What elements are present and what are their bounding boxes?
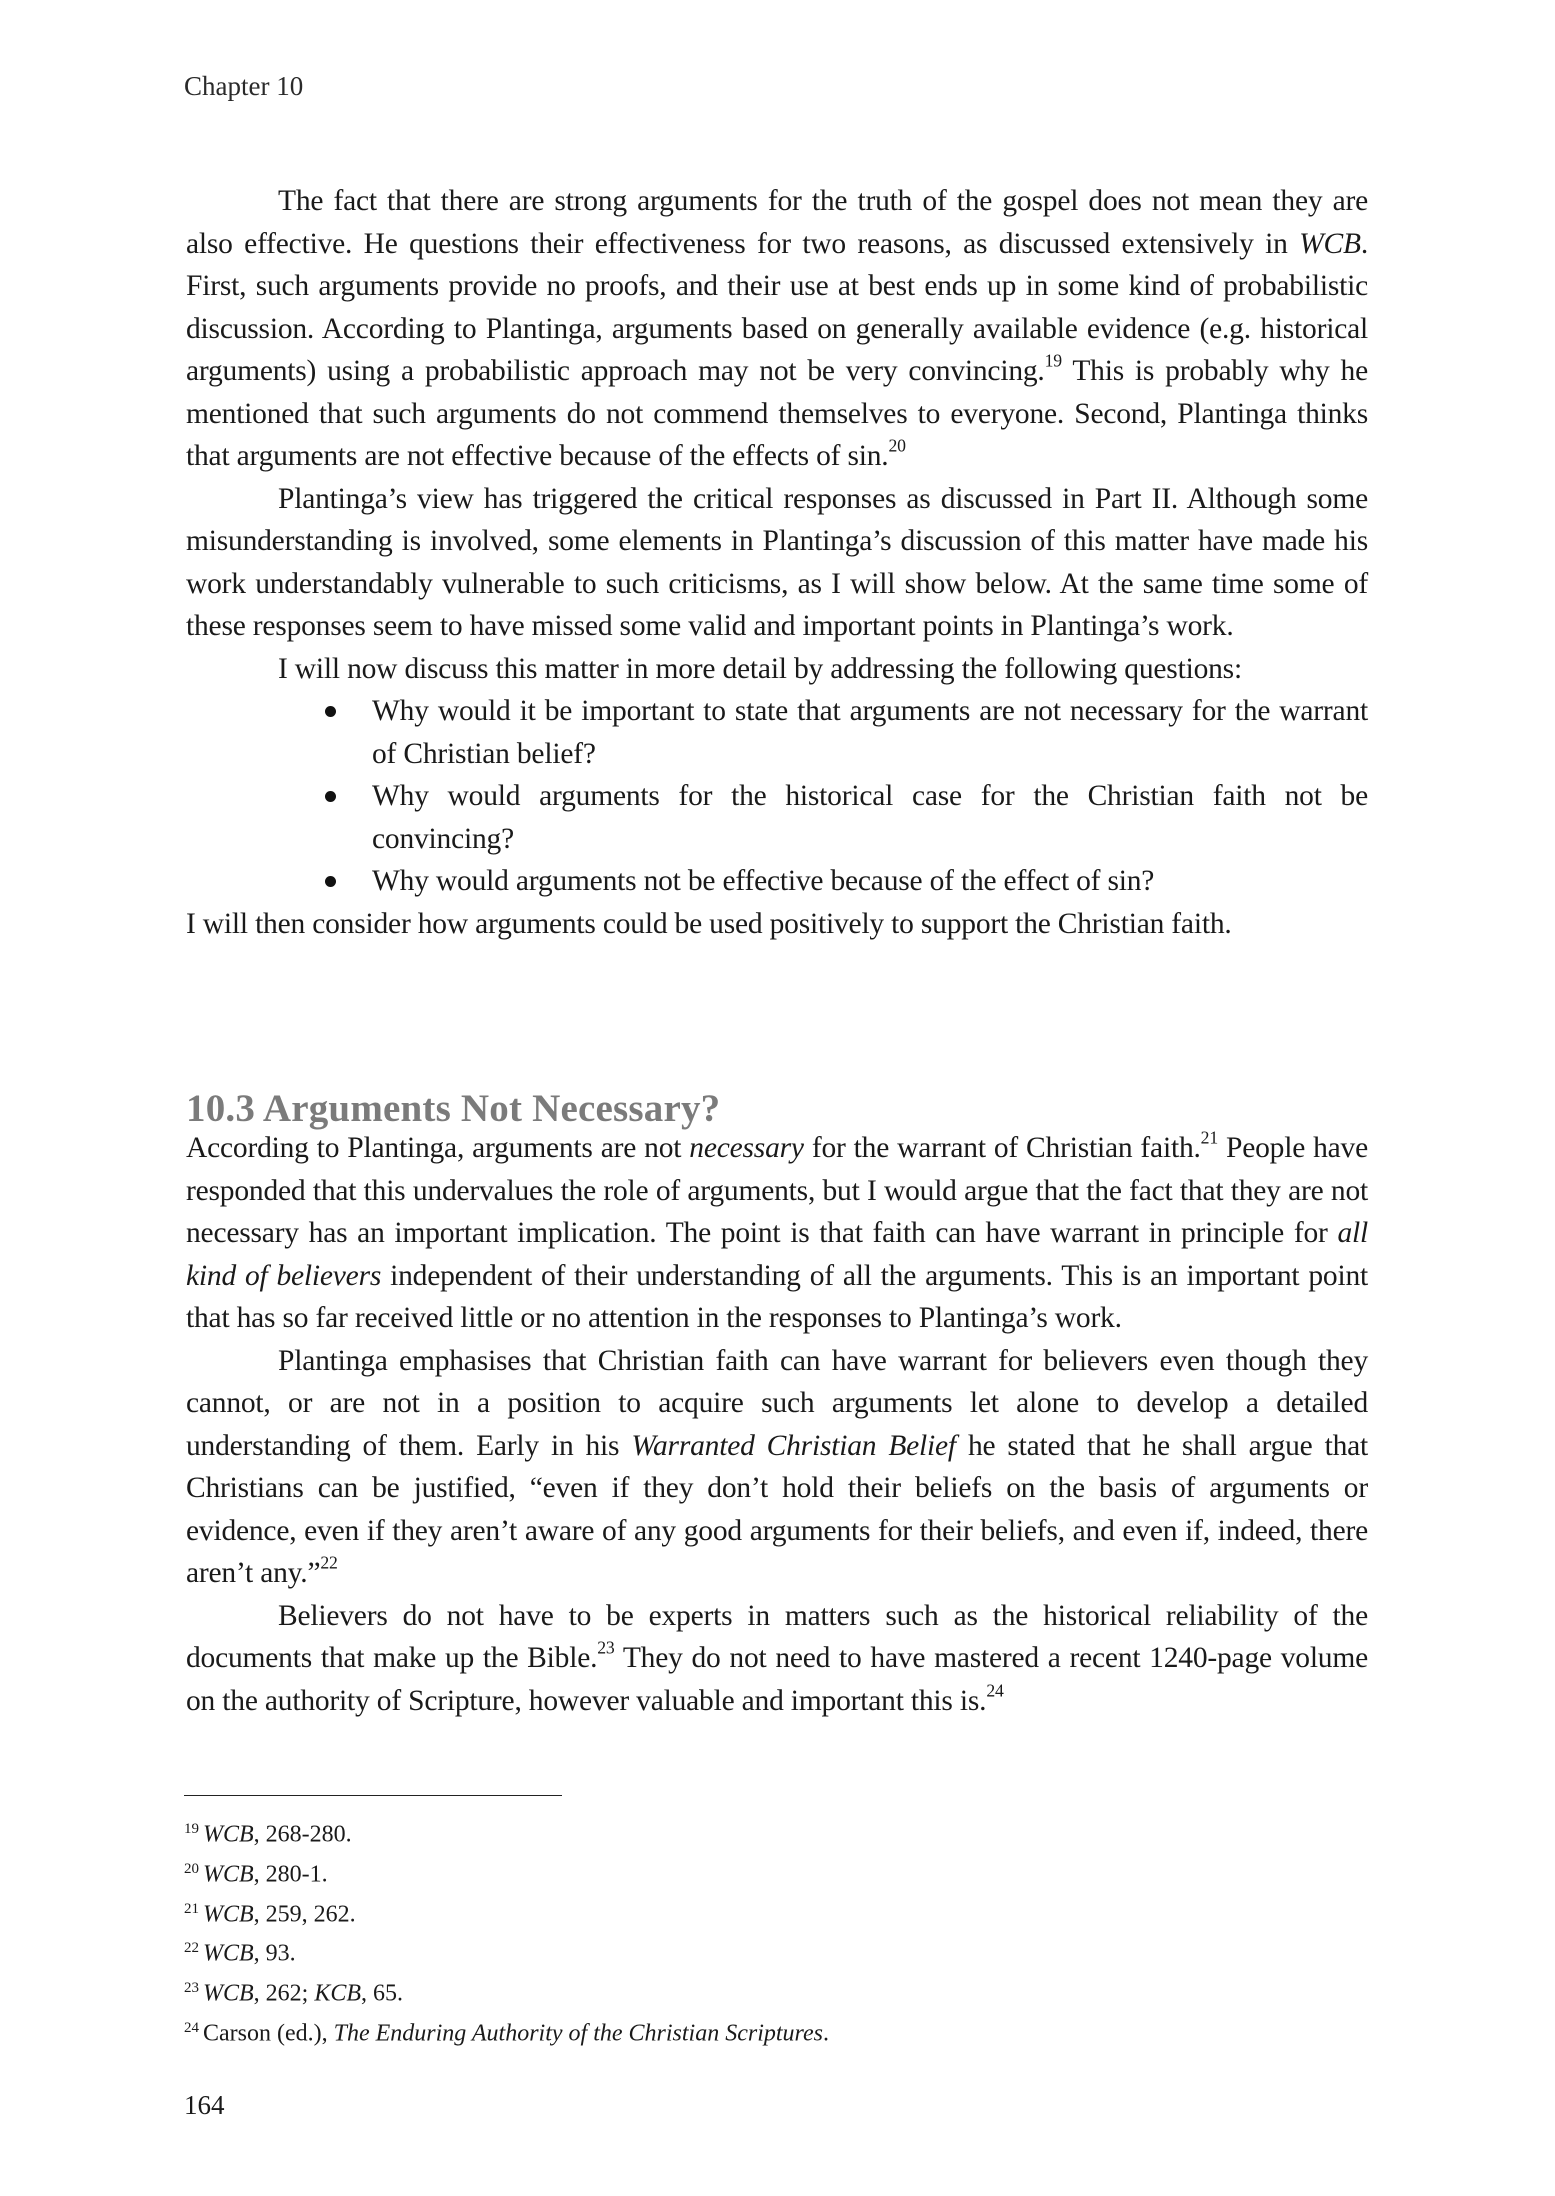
footnote-ref: 22 (320, 1552, 338, 1573)
text: , 268-280. (253, 1821, 352, 1848)
italic-text: WCB (203, 1940, 254, 1967)
footnote: $^{23}$ WCB, 262; KCB, 65. (184, 1980, 404, 2007)
footnote: $^{24}$ Carson (ed.), The Enduring Authority of the Christian Scriptures. (184, 2019, 829, 2046)
text: independent of their understanding of all the arguments. This is an important point that has so far received little or no attention in the responses to Plantinga’s work. (186, 1259, 1368, 1334)
text: I will now discuss this matter in more detail by addressing the following questions: (278, 652, 1242, 685)
italic-text: WCB (203, 1861, 254, 1887)
body-text-upper (186, 180, 1368, 945)
footnote: $^{19}$ WCB, 268-280. (184, 1821, 352, 1848)
list-item: Why would arguments not be effective because of the effect of sin? (186, 860, 1368, 903)
paragraph (186, 180, 1368, 478)
text: , 259, 262. (253, 1900, 356, 1927)
section-heading: 10.3 Arguments Not Necessary? (186, 1087, 721, 1130)
italic-text: WCB (203, 1821, 254, 1848)
page-number: 164 (184, 2090, 225, 2120)
italic-text: Warranted Christian Belief (631, 1429, 956, 1462)
footnote-ref: 19 (1044, 350, 1062, 371)
paragraph (186, 1127, 1368, 1340)
question-list (186, 690, 1368, 903)
footnote-ref: 21 (1200, 1127, 1218, 1148)
text: , 280-1. (253, 1861, 328, 1887)
text: . First, such arguments provide no proofs, and their use at best ends up in some kind of probabilistic discussion. According to Plantinga, arguments based on generally available evidence (e.g. historical arguments) using a probabilistic approach may not be very convincing. (186, 227, 1368, 387)
footnote-ref: 20 (888, 435, 906, 456)
italic-text: all kind of believers (186, 1217, 1368, 1292)
closing-sentence: I will then consider how arguments could be used positively to support the Christian faith. (186, 907, 1232, 940)
italic-text: The Enduring Authority of the Christian Scriptures (333, 2020, 823, 2046)
running-head: Chapter 10 (184, 71, 304, 101)
text: , 262; (253, 1980, 315, 2007)
bullet-icon (325, 706, 336, 717)
bullet-icon (325, 876, 336, 887)
text: They do not need to have mastered a recent 1240-page volume on the authority of Scripture, however valuable and important this is. (186, 1642, 1369, 1717)
paragraph (186, 1595, 1368, 1723)
footnote: $^{21}$ WCB, 259, 262. (184, 1900, 356, 1927)
italic-text: necessary (689, 1132, 804, 1164)
text: According to Plantinga, arguments are not (186, 1132, 690, 1164)
footnote-ref: 24 (986, 1680, 1004, 1701)
text: Carson (ed.), (203, 2020, 334, 2046)
text: , 65. (361, 1980, 404, 2007)
text: he stated that he shall argue that Christians can be justified, “even if they don’t hold their beliefs on the basis of arguments or evidence, even if they aren’t aware of any good arguments for their beliefs, and even if, indeed, there aren’t any.” (186, 1429, 1369, 1589)
italic-text: WCB (1299, 227, 1361, 260)
paragraph (186, 1340, 1368, 1595)
footnote-ref: 23 (597, 1637, 615, 1658)
text: . (822, 2020, 829, 2046)
list-item: Why would arguments for the historical case for the Christian faith not be convincing? (186, 775, 1368, 860)
text: The fact that there are strong arguments for the truth of the gospel does not mean they are also effective. He questions their effectiveness for two reasons, as discussed extensively in (186, 185, 1368, 260)
footnote-separator (184, 1795, 562, 1796)
list-item: Why would it be important to state that arguments are not necessary for the warrant of Christian belief? (186, 690, 1368, 775)
paragraph (186, 478, 1368, 648)
text: for the warrant of Christian faith. (803, 1132, 1201, 1164)
text: Believers do not have to be experts in matters such as the historical reliability of the documents that make up the Bible. (186, 1599, 1368, 1674)
italic-text: KCB (314, 1980, 362, 2007)
text: This is probably why he mentioned that such arguments do not commend themselves to everyone. Second, Plantinga thinks that arguments are not effective because of the effects of sin. (186, 355, 1368, 472)
text: , 93. (253, 1940, 296, 1967)
bullet-icon (325, 791, 336, 802)
footnotes (184, 1812, 1364, 2051)
footnote: $^{22}$ WCB, 93. (184, 1940, 296, 1967)
text: People have responded that this undervalues the role of arguments, but I would argue that the fact that they are not necessary has an important implication. The point is that faith can have warrant in principle for (186, 1132, 1369, 1249)
paragraph (186, 648, 1368, 691)
text: Plantinga emphasises that Christian faith can have warrant for believers even though they cannot, or are not in a position to acquire such arguments let alone to develop a detailed understanding of them. Early in his (186, 1344, 1368, 1462)
italic-text: WCB (203, 1980, 254, 2007)
body-text-lower (186, 1127, 1368, 1722)
footnote: $^{20}$ WCB, 280-1. (184, 1860, 328, 1887)
text: Plantinga’s view has triggered the critical responses as discussed in Part II. Although some misunderstanding is involved, some elements in Plantinga’s discussion of this matter have made his work understandably vulnerable to such criticisms, as I will show below. At the same time some of these responses seem to have missed some valid and important points in Plantinga’s work. (186, 482, 1368, 642)
italic-text: WCB (203, 1900, 254, 1927)
